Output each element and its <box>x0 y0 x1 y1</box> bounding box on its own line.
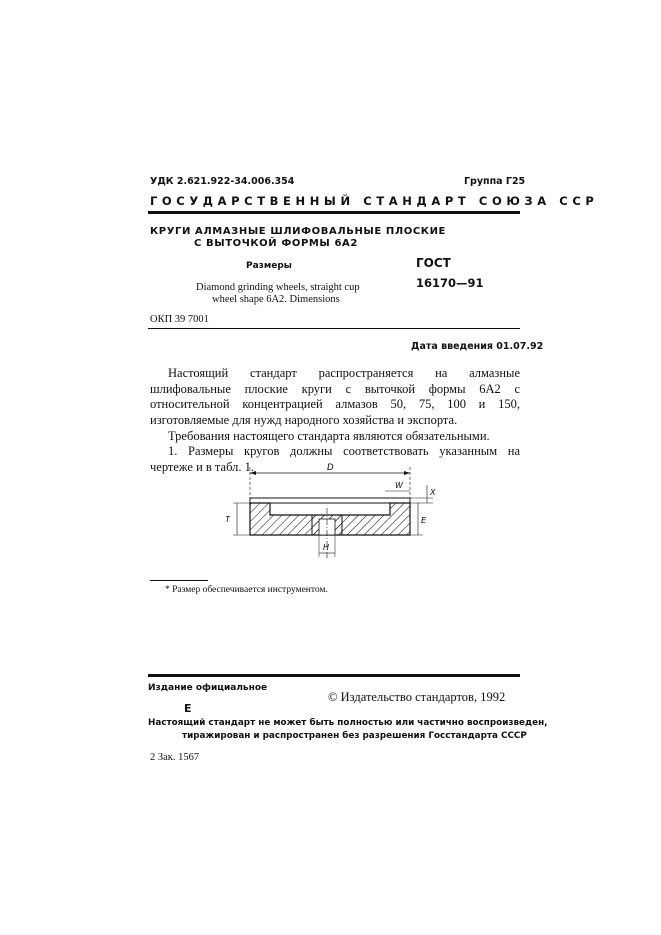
english-title-line1: Diamond grinding wheels, straight cup <box>196 282 360 293</box>
udk-code: УДК 2.621.922-34.006.354 <box>150 176 295 187</box>
gost-number: 16170—91 <box>416 276 484 290</box>
reproduction-notice-line1: Настоящий стандарт не может быть полностью или частично воспроизведен, <box>148 718 548 728</box>
okp-code: ОКП 39 7001 <box>150 314 209 325</box>
paragraph-dimensions: 1. Размеры кругов должны соответствовать указанным на чертеже и в табл. 1. <box>150 444 520 474</box>
document-title-line1: КРУГИ АЛМАЗНЫЕ ШЛИФОВАЛЬНЫЕ ПЛОСКИЕ <box>150 226 446 237</box>
okp-rule <box>148 328 520 329</box>
edition-letter: Е <box>184 702 192 715</box>
label-e: E <box>421 516 427 525</box>
order-number: 2 Зак. 1567 <box>150 752 200 763</box>
label-t: T <box>225 515 230 524</box>
official-edition: Издание официальное <box>148 683 268 693</box>
footnote: * Размер обеспечивается инструментом. <box>165 585 328 595</box>
gost-label: ГОСТ <box>416 256 451 270</box>
footer-rule <box>148 674 520 677</box>
label-d: D <box>327 463 334 472</box>
label-h: H <box>323 543 329 552</box>
document-subtitle: Размеры <box>246 261 292 271</box>
document-title-line2: С ВЫТОЧКОЙ ФОРМЫ 6А2 <box>194 238 358 249</box>
footnote-rule <box>150 580 208 581</box>
paragraph-scope: Настоящий стандарт распространяется на алмазные шлифовальные плоские круги с выточкой формы 6А2 с относительной концентрацией алмазов 50, 75, 100 и 150, изготовляемые для нужд народного хозяйства и экспорта. <box>150 366 520 427</box>
label-w: W <box>395 481 403 490</box>
diamond-layer <box>250 498 410 503</box>
header-rule <box>148 211 520 214</box>
standard-title: ГОСУДАРСТВЕННЫЙ СТАНДАРТ СОЮЗА ССР <box>150 194 599 208</box>
group-code: Группа Г25 <box>464 176 526 187</box>
copyright: © Издательство стандартов, 1992 <box>328 690 506 704</box>
reproduction-notice-line2: тиражирован и распространен без разрешения Госстандарта СССР <box>182 731 527 741</box>
wheel-drawing <box>215 463 445 563</box>
english-title-line2: wheel shape 6A2. Dimensions <box>212 294 340 305</box>
label-x: X <box>430 488 436 497</box>
paragraph-mandatory: Требования настоящего стандарта являются обязательными. <box>168 429 490 443</box>
effective-date: Дата введения 01.07.92 <box>411 341 544 352</box>
